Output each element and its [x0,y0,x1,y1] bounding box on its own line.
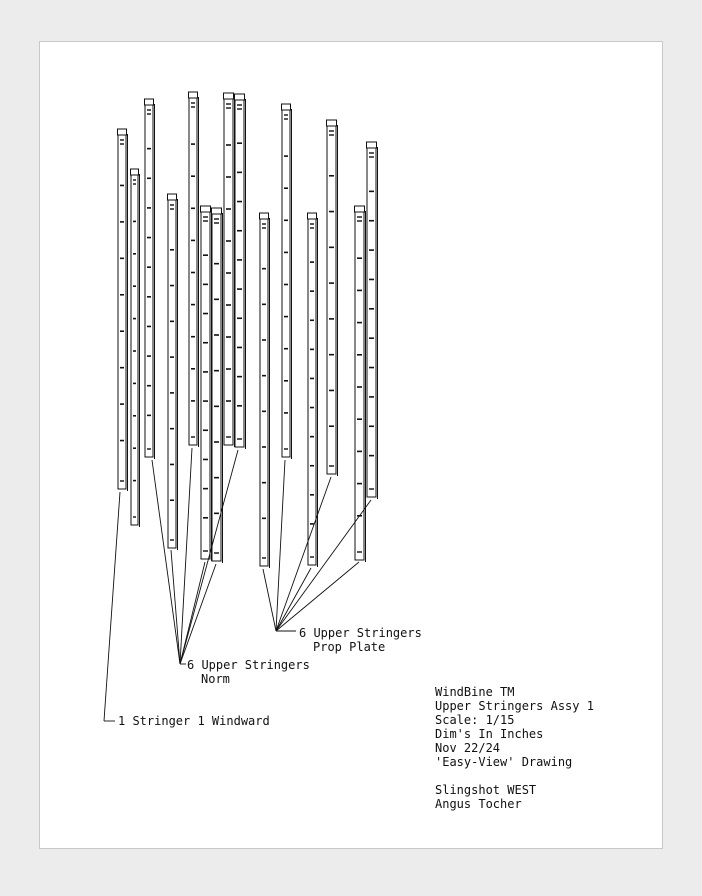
stringer-bar [168,196,176,548]
leader-line-windward [104,492,120,721]
stringer-bar [189,94,197,445]
stringer-bar [355,208,364,560]
stringer-end-cap [260,213,269,219]
leader-line-prop-plate [276,568,311,631]
stringer-end-cap [308,213,317,219]
callout-prop-plate-label-line1: 6 Upper Stringers [299,626,422,640]
stringer-bar [235,96,244,447]
title-author: Angus Tocher [435,797,522,811]
stringer-bar [367,144,376,497]
stringer-bar [145,101,153,457]
stringer-end-cap [212,208,222,214]
stringer-bar [282,106,290,457]
stringer-end-cap [355,206,365,212]
title-assembly: Upper Stringers Assy 1 [435,699,594,713]
leader-line-prop-plate [276,460,285,631]
leader-line-norm [180,564,216,664]
stringer-end-cap [327,120,337,126]
stringer-bar [327,122,336,474]
title-company: Slingshot WEST [435,783,537,797]
leader-line-prop-plate [276,500,371,631]
title-spacer [435,769,594,783]
title-product: WindBine TM [435,685,515,699]
leader-line-norm [180,448,192,664]
leader-line-prop-plate [263,569,276,631]
stringer-end-cap [367,142,377,148]
title-date: Nov 22/24 [435,741,501,755]
stringer-bar [224,95,233,445]
callout-prop-plate-label-line2: Prop Plate [313,640,386,654]
stringer-end-cap [282,104,291,110]
stringer-bar [131,171,138,525]
stringer-end-cap [168,194,177,200]
callout-norm-label-line1: 6 Upper Stringers [187,658,310,672]
stringer-bar [201,208,210,559]
stringer-end-cap [201,206,211,212]
stringer-end-cap [145,99,154,105]
title-units: Dim's In Inches [435,727,544,741]
callout-norm-label-line2: Norm [201,672,230,686]
title-scale: Scale: 1/15 [435,713,515,727]
stringer-end-cap [131,169,139,175]
stringer-end-cap [189,92,198,98]
stringer-end-cap [235,94,245,100]
drawing-sheet [39,41,663,849]
title-block [435,685,594,811]
stringer-bar [212,210,221,561]
stringer-end-cap [224,93,234,99]
stringer-bar [308,215,316,565]
stringer-end-cap [118,129,127,135]
callout-windward-label: 1 Stringer 1 Windward [118,714,270,728]
title-drawing-type: 'Easy-View' Drawing [435,755,573,769]
stringer-bar [260,215,268,566]
